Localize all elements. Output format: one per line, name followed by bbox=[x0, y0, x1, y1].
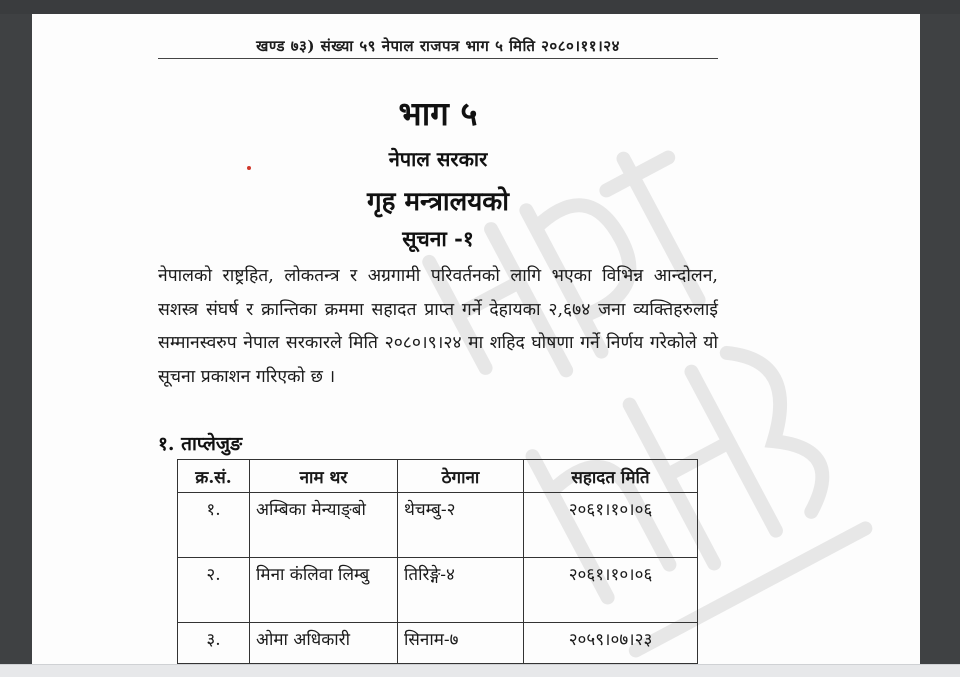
martyrs-table bbox=[177, 459, 698, 664]
gazette-page[interactable] bbox=[32, 14, 920, 666]
cell-serial: ३. bbox=[178, 623, 250, 664]
column-header-name: नाम थर bbox=[250, 460, 398, 493]
cell-serial: १. bbox=[178, 493, 250, 558]
ministry-title: गृह मन्त्रालयको bbox=[367, 187, 509, 217]
column-header-serial: क्र.सं. bbox=[178, 460, 250, 493]
header-divider bbox=[158, 58, 718, 59]
government-title: नेपाल सरकार bbox=[388, 147, 488, 171]
cell-date: २०६१।१०।०६ bbox=[524, 558, 698, 623]
column-header-date: सहादत मिति bbox=[524, 460, 698, 493]
cell-address: तिरिङ्गे-४ bbox=[398, 558, 524, 623]
viewer-top-bar bbox=[0, 0, 960, 14]
table-row bbox=[178, 493, 698, 558]
column-header-address: ठेगाना bbox=[398, 460, 524, 493]
cell-address: थेचम्बु-२ bbox=[398, 493, 524, 558]
table-row bbox=[178, 558, 698, 623]
cell-name: अम्बिका मेन्याङ्बो bbox=[250, 493, 398, 558]
gazette-issue-line: खण्ड ७३) संख्या ५९ नेपाल राजपत्र भाग ५ मिति २०८०।११।२४ bbox=[256, 37, 620, 55]
district-heading: १. ताप्लेजुङ bbox=[158, 433, 243, 455]
table-header-row bbox=[178, 460, 698, 493]
cell-address: सिनाम-७ bbox=[398, 623, 524, 664]
cell-name: मिना कंलिवा लिम्बु bbox=[250, 558, 398, 623]
cell-serial: २. bbox=[178, 558, 250, 623]
cell-date: २०६१।१०।०६ bbox=[524, 493, 698, 558]
viewer-bottom-bar bbox=[0, 664, 960, 677]
notice-title: सूचना -१ bbox=[402, 226, 474, 251]
table-row bbox=[178, 623, 698, 664]
part-title: भाग ५ bbox=[398, 94, 478, 133]
cell-name: ओमा अधिकारी bbox=[250, 623, 398, 664]
notice-paragraph: नेपालको राष्ट्रहित, लोकतन्त्र र अग्रगामी परिवर्तनको लागि भएका विभिन्न आन्दोलन, सशस्त्र संघर्ष र क्रान्तिका क्रममा सहादत प्राप्त गर्ने देहायका २,६७४ जना व्यक्तिहरुलाई सम्मानस्वरुप नेपाल सरकारले मिति २०८०।९।२४ मा शहिद घोषणा गर्ने निर्णय गरेकोले यो सूचना प्रकाशन गरिएको छ । bbox=[158, 266, 718, 387]
cell-date: २०५९।०७।२३ bbox=[524, 623, 698, 664]
